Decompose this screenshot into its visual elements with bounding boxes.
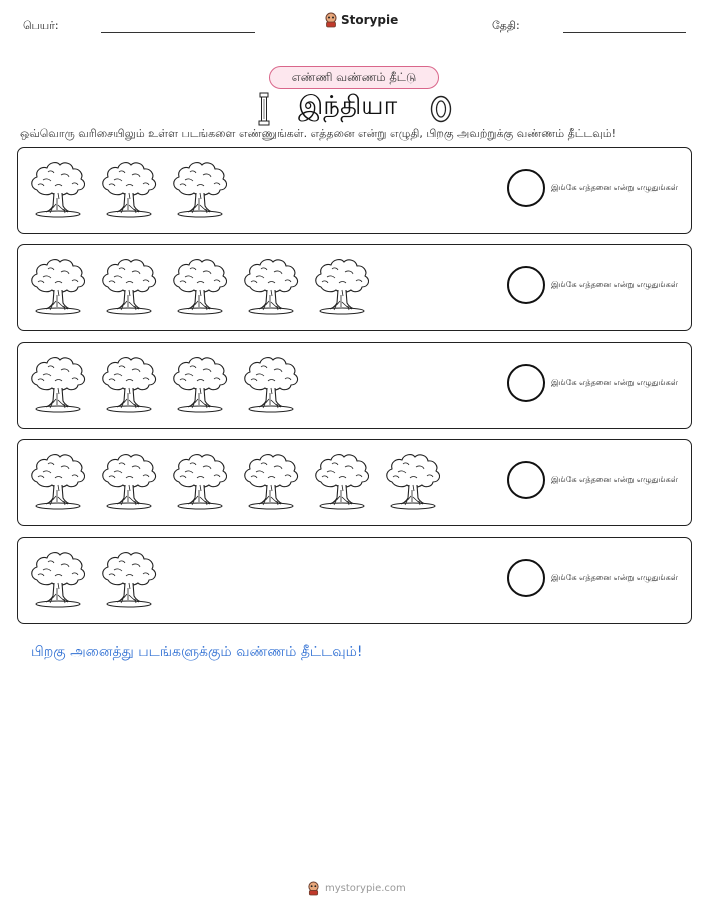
pillar-icon [258, 92, 270, 126]
banyan-tree-icon [28, 448, 99, 514]
answer-circle[interactable] [507, 266, 545, 304]
banyan-tree-icon [170, 156, 241, 222]
answer-circle[interactable] [507, 364, 545, 402]
number-zero-icon [430, 95, 452, 123]
tree-group [28, 448, 454, 520]
date-label: தேதி: [492, 19, 520, 32]
counting-row [17, 439, 692, 526]
answer-hint: இங்கே எத்தனை என்று எழுதுங்கள் [551, 183, 678, 192]
banyan-tree-icon [170, 351, 241, 417]
storypie-mascot-icon [307, 881, 320, 896]
site-url: mystorypie.com [325, 883, 406, 894]
worksheet-header [0, 0, 709, 50]
counting-row [17, 147, 692, 234]
answer-circle[interactable] [507, 559, 545, 597]
tree-group [28, 351, 312, 423]
counting-row [17, 244, 692, 331]
banyan-tree-icon [28, 546, 99, 612]
title-row [0, 89, 709, 129]
banyan-tree-icon [312, 253, 383, 319]
footer-note: பிறகு அனைத்து படங்களுக்கும் வண்ணம் தீட்டவும்! [31, 644, 363, 660]
answer-hint: இங்கே எத்தனை என்று எழுதுங்கள் [551, 573, 678, 582]
brand-logo [324, 12, 398, 28]
banyan-tree-icon [99, 253, 170, 319]
banyan-tree-icon [170, 448, 241, 514]
answer-hint: இங்கே எத்தனை என்று எழுதுங்கள் [551, 475, 678, 484]
banyan-tree-icon [383, 448, 454, 514]
banyan-tree-icon [170, 253, 241, 319]
banyan-tree-icon [241, 253, 312, 319]
banyan-tree-icon [99, 156, 170, 222]
counting-row [17, 537, 692, 624]
banyan-tree-icon [241, 351, 312, 417]
name-label: பெயர்: [23, 19, 59, 32]
banyan-tree-icon [28, 351, 99, 417]
name-line [101, 32, 255, 33]
answer-circle[interactable] [507, 461, 545, 499]
site-footer [307, 881, 406, 896]
banyan-tree-icon [241, 448, 312, 514]
tree-group [28, 253, 383, 325]
counting-row [17, 342, 692, 429]
banyan-tree-icon [99, 351, 170, 417]
storypie-mascot-icon [324, 12, 338, 28]
answer-hint: இங்கே எத்தனை என்று எழுதுங்கள் [551, 378, 678, 387]
tree-group [28, 156, 241, 228]
worksheet-type-badge: எண்ணி வண்ணம் தீட்டு [269, 66, 439, 89]
answer-hint: இங்கே எத்தனை என்று எழுதுங்கள் [551, 280, 678, 289]
answer-circle[interactable] [507, 169, 545, 207]
banyan-tree-icon [99, 448, 170, 514]
instructions: ஒவ்வொரு வரிசையிலும் உள்ள படங்களை எண்ணுங்கள். எத்தனை என்று எழுதி, பிறகு அவற்றுக்கு வண்ணம் தீட்டவும்! [20, 127, 617, 140]
banyan-tree-icon [312, 448, 383, 514]
page-title: இந்தியா [298, 91, 398, 121]
banyan-tree-icon [28, 253, 99, 319]
banyan-tree-icon [99, 546, 170, 612]
banyan-tree-icon [28, 156, 99, 222]
tree-group [28, 546, 170, 618]
brand-name: Storypie [341, 13, 399, 27]
date-line [563, 32, 686, 33]
